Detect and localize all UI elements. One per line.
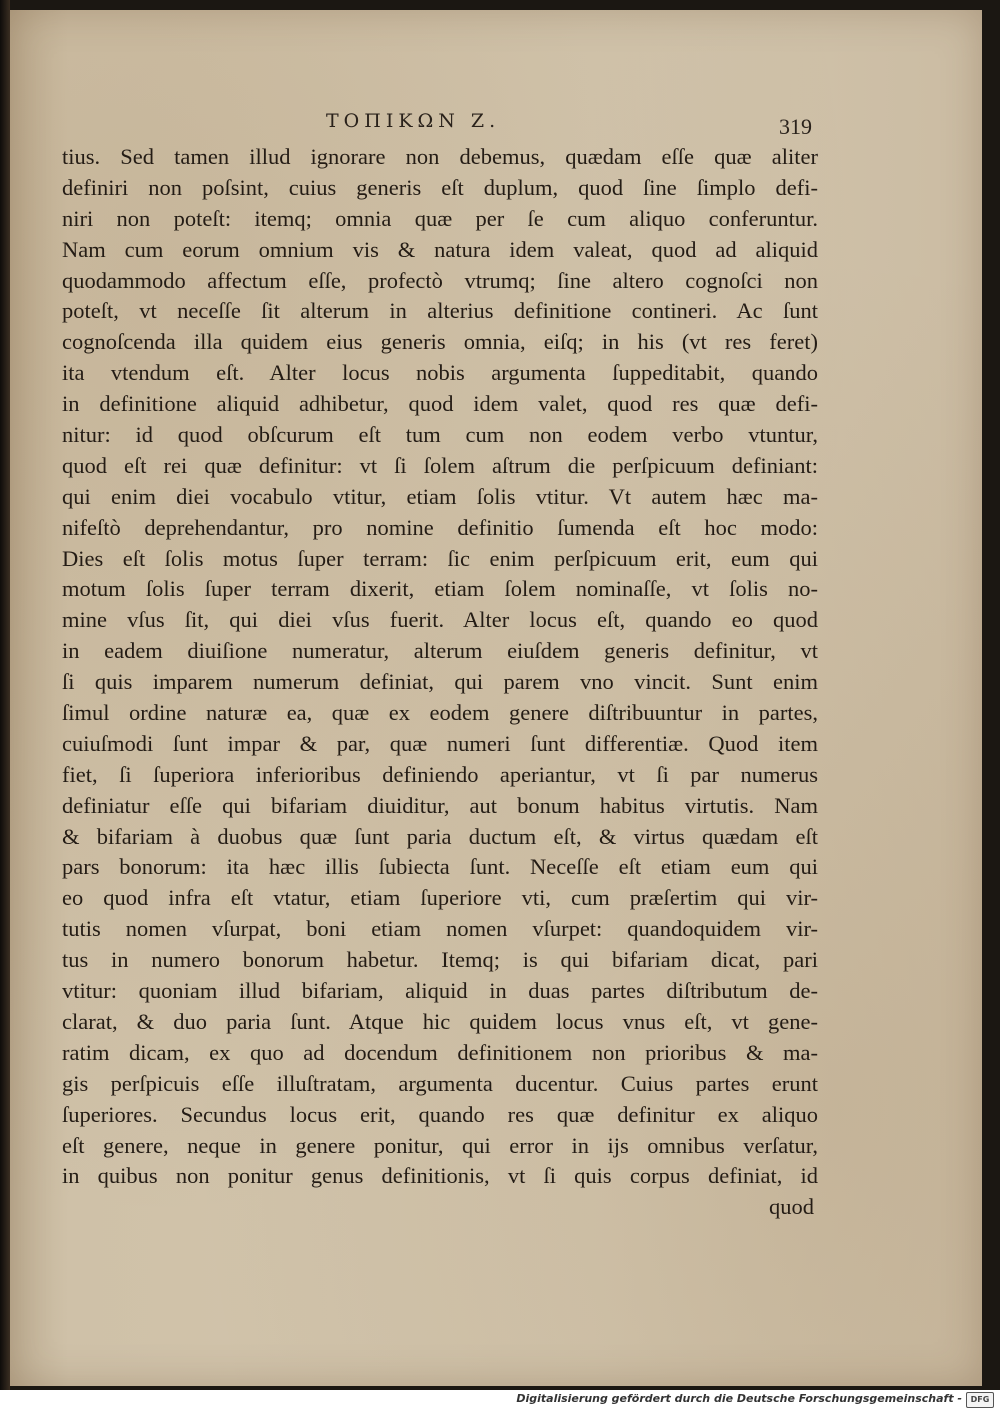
dfg-logo: DFG bbox=[966, 1392, 994, 1408]
page-number: 319 bbox=[779, 114, 812, 139]
text-line: pars bonorum: ita hæc illis ſubiecta ſunt. Neceſſe eſt etiam eum qui bbox=[62, 854, 818, 880]
text-line: poteſt, vt neceſſe ſit alterum in alterius definitione contineri. Ac ſunt bbox=[62, 298, 818, 324]
text-line: eo quod infra eſt vtatur, etiam ſuperiore vti, cum præſertim qui vir- bbox=[62, 885, 818, 911]
text-line: motum ſolis ſuper terram dixerit, etiam ſolem nominaſſe, vt ſolis no- bbox=[62, 576, 818, 602]
text-line: ſimul ordine naturæ ea, quæ ex eodem genere diſtribuuntur in partes, bbox=[62, 700, 818, 726]
text-line: vtitur: quoniam illud bifariam, aliquid in duas partes diſtributum de- bbox=[62, 978, 818, 1004]
text-line: cognoſcenda illa quidem eius generis omnia, eiſq; in his (vt res feret) bbox=[62, 329, 818, 355]
text-line: ſi quis imparem numerum definiat, qui parem vno vincit. Sunt enim bbox=[62, 669, 818, 695]
text-line: tutis nomen vſurpat, boni etiam nomen vſurpet: quandoquidem vir- bbox=[62, 916, 818, 942]
catchword: quod bbox=[769, 1194, 814, 1220]
text-line: & bifariam à duobus quæ ſunt paria ductum eſt, & virtus quædam eſt bbox=[62, 823, 818, 849]
text-line: in eadem diuiſione numeratur, alterum eiuſdem generis definitur, vt bbox=[62, 638, 818, 664]
text-line: nitur: id quod obſcurum eſt tum cum non eodem verbo vtuntur, bbox=[62, 422, 818, 448]
text-line: clarat, & duo paria ſunt. Atque hic quidem locus vnus eſt, vt gene- bbox=[62, 1008, 818, 1034]
text-line: tius. Sed tamen illud ignorare non debemus, quædam eſſe quæ aliter bbox=[62, 144, 818, 169]
text-line: ita vtendum eſt. Alter locus nobis argumenta ſuppeditabit, quando bbox=[62, 360, 818, 386]
text-line: nifeſtò deprehendantur, pro nomine definitio ſumenda eſt hoc modo: bbox=[62, 514, 818, 540]
text-line: qui enim diei vocabulo vtitur, etiam ſolis vtitur. Vt autem hæc ma- bbox=[62, 483, 818, 509]
text-line: in quibus non ponitur genus definitionis, vt ſi quis corpus definiat, id bbox=[62, 1163, 818, 1189]
book-spine-edge bbox=[0, 0, 10, 1390]
text-line: gis perſpicuis eſſe illuſtratam, argumenta ducentur. Cuius partes erunt bbox=[62, 1070, 818, 1096]
text-line: quodammodo affectum eſſe, profectò vtrumq; ſine altero cognoſci non bbox=[62, 267, 818, 293]
funding-credit: Digitalisierung gefördert durch die Deutsche Forschungsgemeinschaft - bbox=[516, 1392, 962, 1405]
text-line: Dies eſt ſolis motus ſuper terram: ſic enim perſpicuum erit, eum qui bbox=[62, 545, 818, 571]
body-text bbox=[62, 142, 818, 1223]
text-line: eſt genere, neque in genere ponitur, qui error in ijs omnibus verſatur, bbox=[62, 1132, 818, 1158]
text-line: in definitione aliquid adhibetur, quod idem valet, quod res quæ defi- bbox=[62, 391, 818, 417]
text-line: fiet, ſi ſuperiora inferioribus definiendo aperiantur, vt ſi par numerus bbox=[62, 761, 818, 787]
text-line: tus in numero bonorum habetur. Itemq; is qui bifariam dicat, pari bbox=[62, 947, 818, 973]
text-line: ſuperiores. Secundus locus erit, quando res quæ definitur ex aliquo bbox=[62, 1101, 818, 1127]
page-header bbox=[58, 100, 814, 140]
text-line: cuiuſmodi ſunt impar & par, quæ numeri ſunt differentiæ. Quod item bbox=[62, 730, 818, 756]
digitization-footer bbox=[0, 1390, 1000, 1409]
text-line: niri non poteſt: itemq; omnia quæ per ſe cum aliquo conferuntur. bbox=[62, 205, 818, 231]
text-line: mine vſus ſit, qui diei vſus fuerit. Alter locus eſt, quando eo quod bbox=[62, 607, 818, 633]
text-line: Nam cum eorum omnium vis & natura idem valeat, quod ad aliquid bbox=[62, 236, 818, 262]
text-line: definiatur eſſe qui bifariam diuiditur, aut bonum habitus virtutis. Nam bbox=[62, 792, 818, 818]
text-line: definiri non poſsint, cuius generis eſt duplum, quod ſine ſimplo defi- bbox=[62, 174, 818, 200]
text-line: ratim dicam, ex quo ad docendum definitionem non prioribus & ma- bbox=[62, 1039, 818, 1065]
running-head: ΤΟΠΙΚΩΝ Ζ. bbox=[326, 110, 501, 132]
text-line: quod eſt rei quæ definitur: vt ſi ſolem aſtrum die perſpicuum definiant: bbox=[62, 452, 818, 478]
